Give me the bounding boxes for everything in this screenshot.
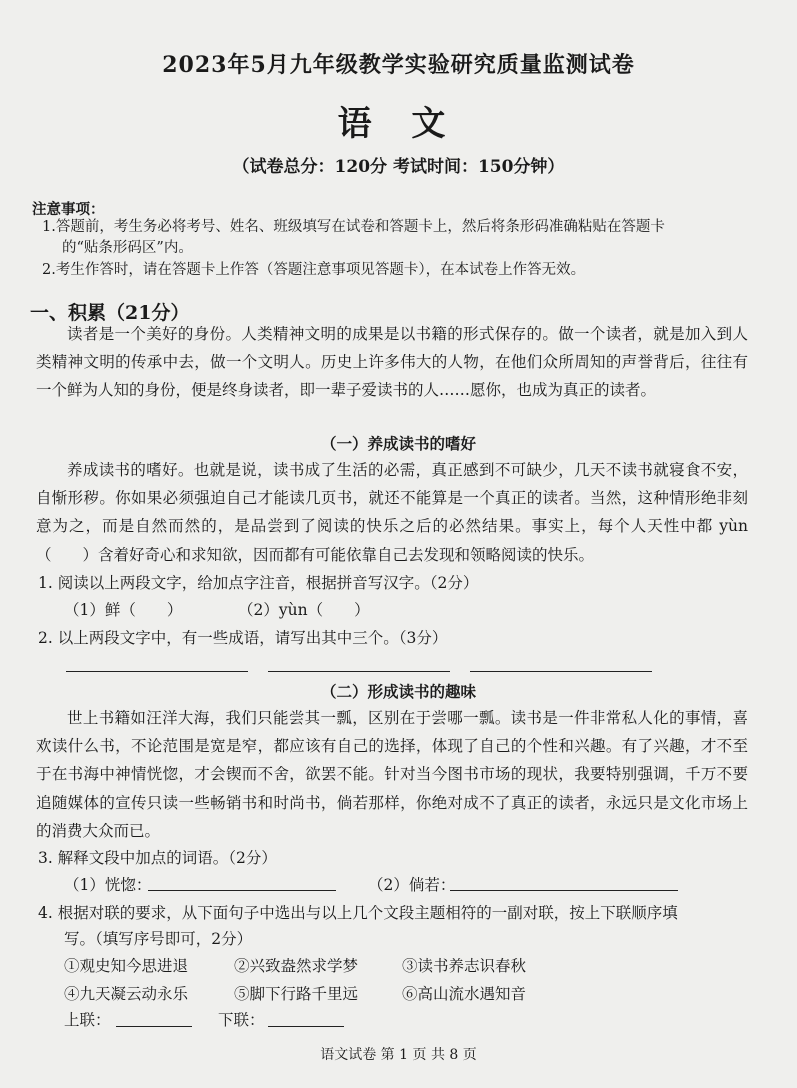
couplet-option-2: ②兴致盎然求学梦 xyxy=(234,957,359,975)
couplet-option-1: ①观史知今思进退 xyxy=(64,957,189,975)
notice-item-1-line-2: 的“贴条形码区”内。 xyxy=(62,240,193,256)
question-1: 1. 阅读以上两段文字，给加点字注音，根据拼音写汉字。（2分） xyxy=(38,574,479,592)
question-3-label-1: （1）恍惚： xyxy=(64,876,152,894)
question-3: 3. 解释文段中加点的词语。（2分） xyxy=(38,849,277,867)
question-2-answer-line-2[interactable] xyxy=(268,671,450,672)
question-4-line-2: 写。（填写序号即可，2分） xyxy=(64,930,253,948)
question-2-answer-line-1[interactable] xyxy=(66,671,248,672)
notice-heading: 注意事项： xyxy=(32,201,105,218)
upper-couplet-answer-line[interactable] xyxy=(116,1026,192,1027)
question-3-answer-line-2[interactable] xyxy=(450,890,678,891)
question-1-blank-1[interactable]: （1）鲜（ ） xyxy=(64,601,183,619)
question-2: 2. 以上两段文字中，有一些成语，请写出其中三个。（3分） xyxy=(38,629,448,647)
exam-title: 2023年5月九年级教学实验研究质量监测试卷 xyxy=(162,52,635,78)
intro-paragraph xyxy=(36,320,748,405)
section-1-heading: 一、积累（21分） xyxy=(30,302,190,324)
lower-couplet-answer-line[interactable] xyxy=(268,1026,344,1027)
couplet-option-5: ⑤脚下行路千里远 xyxy=(234,985,359,1003)
question-4-line-1: 4. 根据对联的要求，从下面句子中选出与以上几个文段主题相符的一副对联，按上下联顺序填 xyxy=(38,904,678,922)
part-1-paragraph xyxy=(36,456,748,569)
question-2-answer-line-3[interactable] xyxy=(470,671,652,672)
couplet-option-4: ④九天凝云动永乐 xyxy=(64,985,189,1003)
question-3-answer-line-1[interactable] xyxy=(148,890,336,891)
couplet-option-3: ③读书养志识春秋 xyxy=(402,957,527,975)
couplet-option-6: ⑥高山流水遇知音 xyxy=(402,985,527,1003)
notice-item-2: 2.考生作答时，请在答题卡上作答（答题注意事项见答题卡），在本试卷上作答无效。 xyxy=(42,262,586,278)
score-time-line: （试卷总分：120分 考试时间：150分钟） xyxy=(232,157,565,177)
part-1-title: （一）养成读书的嗜好 xyxy=(320,434,476,453)
part-2-paragraph xyxy=(36,704,748,845)
notice-item-1-line-1: 1.答题前，考生务必将考号、姓名、班级填写在试卷和答题卡上，然后将条形码准确粘贴在答题卡 xyxy=(42,219,665,235)
upper-couplet-label: 上联： xyxy=(64,1011,111,1029)
part-1-text: 养成读书的嗜好。也就是说，读书成了生活的必需，真正感到不可缺少，几天不读书就寝食不安，自惭形秽。你如果必须强迫自己才能读几页书，就还不能算是一个真正的读者。当然，这种情形绝非刻意为之，而是自然而然的，是品尝到了阅读的快乐之后的必然结果。事实上，每个人天性中都 yùn（ ）含着好奇心和求知欲，因而都有可能依靠自己去发现和领略阅读的快乐。 xyxy=(36,461,748,564)
lower-couplet-label: 下联： xyxy=(218,1011,265,1029)
subject-title: 语 文 xyxy=(337,104,460,144)
intro-text: 读者是一个美好的身份。人类精神文明的成果是以书籍的形式保存的。做一个读者，就是加入到人类精神文明的传承中去，做一个文明人。历史上许多伟大的人物，在他们众所周知的声誉背后，往往有一个鲜为人知的身份，便是终身读者，即一辈子爱读书的人……愿你，也成为真正的读者。 xyxy=(36,325,748,400)
part-2-text: 世上书籍如汪洋大海，我们只能尝其一瓢，区别在于尝哪一瓢。读书是一件非常私人化的事情，喜欢读什么书，不论范围是宽是窄，都应该有自己的选择，体现了自己的个性和兴趣。有了兴趣，才不至于在书海中神情恍惚，才会锲而不舍，欲罢不能。针对当今图书市场的现状，我要特别强调，千万不要追随媒体的宣传只读一些畅销书和时尚书，倘若那样，你绝对成不了真正的读者，永远只是文化市场上的消费大众而已。 xyxy=(36,709,748,840)
question-1-blank-2[interactable]: （2）yùn（ ） xyxy=(238,601,370,619)
page-footer: 语文试卷 第 1 页 共 8 页 xyxy=(320,1047,477,1063)
part-2-title: （二）形成读书的趣味 xyxy=(320,682,476,701)
question-3-label-2: （2）倘若： xyxy=(368,876,456,894)
